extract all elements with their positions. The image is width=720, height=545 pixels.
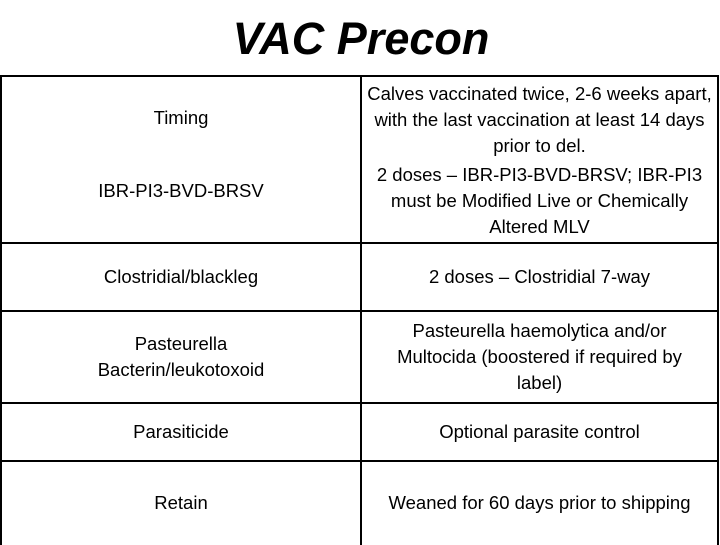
row-value-timing: Calves vaccinated twice, 2-6 weeks apart, with the last vaccination at least 14 days prior to del. [361, 76, 718, 159]
table-row-clostridial [1, 243, 718, 311]
row-label-retain: Retain [1, 461, 361, 545]
slide-title: VAC Precon [232, 13, 490, 64]
row-value-clostridial: 2 doses – Clostridial 7-way [361, 243, 718, 311]
row-label-pasteurella: Pasteurella Bacterin/leukotoxoid [1, 311, 361, 403]
row-label-parasiticide: Parasiticide [1, 403, 361, 461]
row-value-retain: Weaned for 60 days prior to shipping [361, 461, 718, 545]
vac-precon-table [0, 75, 719, 545]
table-row-retain [1, 461, 718, 545]
row-label-timing: Timing [1, 76, 361, 159]
row-value-pasteurella: Pasteurella haemolytica and/or Multocida (boostered if required by label) [361, 311, 718, 403]
row-value-ibr: 2 doses – IBR-PI3-BVD-BRSV; IBR-PI3 must be Modified Live or Chemically Altered MLV [361, 159, 718, 243]
table-row-pasteurella [1, 311, 718, 403]
table-row-parasiticide [1, 403, 718, 461]
table-row-ibr [1, 159, 718, 243]
table-row-timing [1, 76, 718, 159]
row-value-parasiticide: Optional parasite control [361, 403, 718, 461]
row-label-clostridial: Clostridial/blackleg [1, 243, 361, 311]
row-label-ibr: IBR-PI3-BVD-BRSV [1, 159, 361, 243]
